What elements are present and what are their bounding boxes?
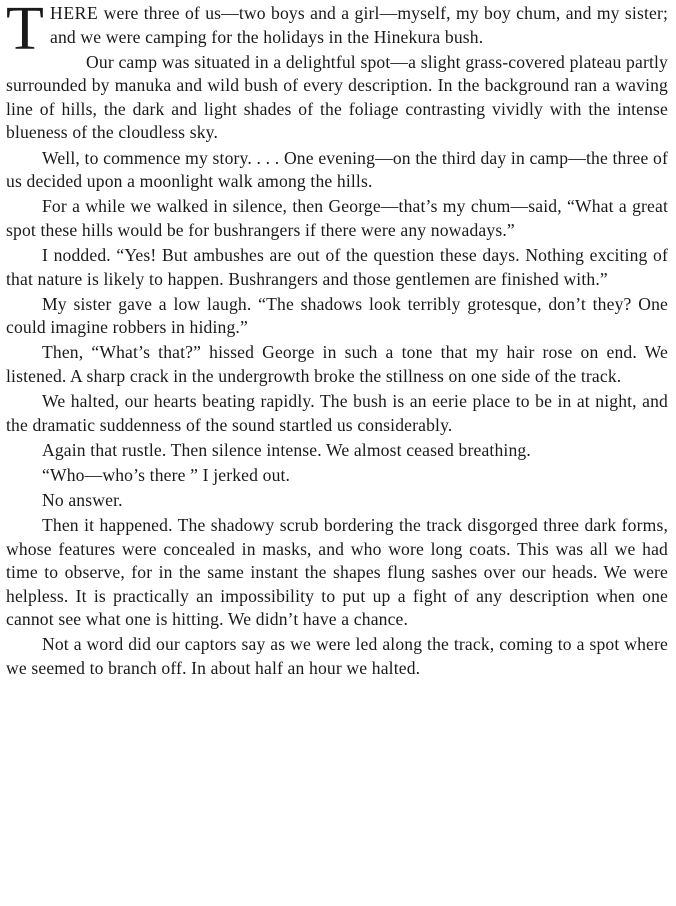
paragraph-ambushes: I nodded. “Yes! But ambushes are out of the question these days. Nothing exciting of that nature is likely to happen. Bushrangers and those gentlemen are finished with.” [6, 244, 668, 289]
opening-paragraph [6, 0, 668, 63]
drop-cap: T [6, 0, 45, 63]
paragraph-sister-laugh: My sister gave a low laugh. “The shadows look terribly grotesque, don’t they? One could imagine robbers in hiding.” [6, 293, 668, 338]
opening-small-caps: HERE [50, 3, 99, 23]
paragraph-whats-that: Then, “What’s that?” hissed George in such a tone that my hair rose on end. We listened. A sharp crack in the undergrowth broke the stillness on one side of the track. [6, 342, 668, 386]
paragraph-camp-description: Our camp was situated in a delightful spot—a slight grass-covered plateau partly surrounded by manuka and wild bush of every description. In the background ran a waving line of hills, the dark and light shades of the foliage contrasting vividly with the intense blueness of the cloudless sky. [6, 51, 668, 143]
paragraph-george-bushrangers: For a while we walked in silence, then George—that’s my chum—said, “What a great spot these hills would be for bushrangers if there were any nowadays.” [6, 196, 668, 240]
opening-text: were three of us—two boys and a girl—myself, my boy chum, and my sister; and we were camping for the holidays in the Hinekura bush. [50, 3, 668, 47]
paragraph-it-happened: Then it happened. The shadowy scrub bordering the track disgorged three dark forms, whose features were concealed in masks, and who wore long coats. This was all we had time to observe, for in the same instant the shapes flung sashes over our heads. We were helpless. It is practically an impossibility to put up a fight of any description when one cannot see what one is hitting. We didn’t have a chance. [6, 514, 668, 630]
paragraph-halted: We halted, our hearts beating rapidly. The bush is an eerie place to be in at night, and the dramatic suddenness of the sound startled us considerably. [6, 391, 668, 435]
paragraph-captors: Not a word did our captors say as we were led along the track, coming to a spot where we seemed to branch off. In about half an hour we halted. [6, 634, 668, 679]
story-page [6, 2, 668, 682]
paragraph-rustle: Again that rustle. Then silence intense. We almost ceased breathing. [42, 439, 531, 460]
paragraph-whos-there: “Who—who’s there ” I jerked out. [42, 464, 291, 485]
paragraph-no-answer: No answer. [42, 489, 123, 510]
paragraph-commence-story: Well, to commence my story. . . . One evening—on the third day in camp—the three of us decided upon a moonlight walk among the hills. [6, 147, 668, 192]
